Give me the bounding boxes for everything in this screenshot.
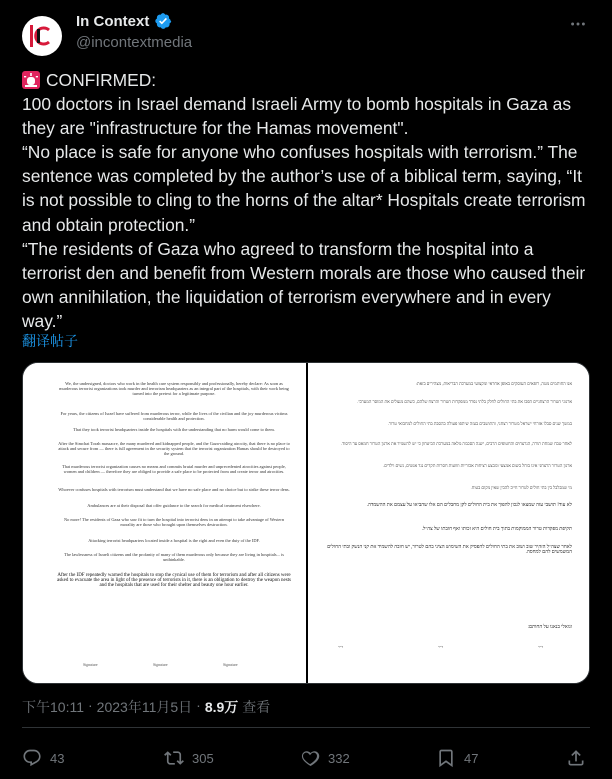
signature: ד״ר: [438, 645, 444, 649]
signature: Signature: [223, 663, 238, 667]
letter-paragraph: Whoever confuses hospitals with terrorism must understand that we have no safe place and no choice but to strike these terror dens.: [58, 487, 290, 492]
share-button[interactable]: [566, 748, 586, 768]
like-count: 332: [328, 750, 350, 766]
letter-paragraph: That murderous terrorist organization causes no means and commits brutal murder and unprecedented atrocities against people, women and children — therefore they are obliged to provide a safe place to be protected from and create terror and atrocities.: [62, 464, 286, 475]
letter-paragraph: ארגון הטרור הרצחני אינו בוחל בשום אמצעי ומבצע רציחות אכזריות וזוועות חסרות תקדים נגד אנשים, נשים וילדים.: [382, 463, 572, 468]
reply-icon: [22, 748, 42, 768]
author-display-name[interactable]: In Context: [76, 12, 150, 30]
tweet-meta: [22, 697, 270, 717]
meta-separator: ·: [196, 697, 201, 713]
share-icon: [566, 748, 586, 768]
letter-paragraph: אנו החותמים מטה, רופאים העוסקים באופן אחראי ומקצועי במערכת הבריאות, מצהירים בזאת:: [415, 381, 572, 386]
tweet-line-headline: 100 doctors in Israel demand Israeli Army to bomb hospitals in Gaza as they are "infrastructure for the Hamas movement".: [22, 94, 576, 139]
letter-paragraph: After the Simchat Torah massacre, the many murdered and kidnapped people, and the Gaza-raiding atrocity, that there is no place to attack and secure from — there is full agreement in the security system that the terrorist organization Hamas should be destroyed to the ground.: [58, 441, 290, 457]
signature: Signature: [153, 663, 168, 667]
tweet-header: [22, 12, 592, 56]
letter-paragraph: No more! The residents of Gaza who saw fit to turn the hospital into terrorist dens in an attempt to take advantage of Western morality are those who brought upon themselves destruction.: [63, 517, 285, 528]
letter-paragraph: The lawlessness of Israeli citizens and the profanity of many of them murderous only because they are living in hospitals... is unthinkable.: [64, 552, 284, 563]
like-button[interactable]: [300, 748, 350, 768]
letter-paragraph: Attacking terrorist headquarters located inside a hospital is the right and even the duty of the IDF.: [88, 538, 260, 543]
in-context-logo-icon: [28, 22, 56, 50]
signature: ד״ר: [538, 645, 544, 649]
tweet-line-confirmed: CONFIRMED:: [46, 70, 157, 90]
repost-icon: [164, 748, 184, 768]
bookmark-button[interactable]: [436, 748, 478, 768]
author-handle[interactable]: @incontextmedia: [76, 34, 193, 51]
attached-image[interactable]: [22, 362, 590, 684]
letter-paragraph: For years, the citizens of Israel have suffered from murderous terror, while the lives of the civilian and the joy murderous victims considerable health and protection.: [60, 411, 288, 422]
action-bar: [22, 748, 590, 770]
tweet-line-quote-1: “No place is safe for anyone who confuses hospitals with terrorism.” The sentence was completed by the author’s use of a biblical term, saying, “It is not possible to cling to the horns of the altar* Hospitals create terrorism and obtain protection.”: [22, 142, 591, 235]
letter-paragraph-emphasis: After the IDF repeatedly warned the hospitals to stop the cynical use of them for terrorism and after all citizens were asked to evacuate the area in light of the presence of terrorists in it, there is an obligation to destroy the weapon nests and the hospitals that are used for their shelter and beauty one hour earlier.: [57, 573, 291, 589]
letter-paragraph: ארגוני הטרור הרצחניים הפכו את בתי החולים לחלק בלתי נפרד ממפקדות הטרור והרצח שלהם, כשהם מנצלים את המוסר המערבי.: [357, 399, 572, 404]
english-letter-page: [23, 363, 306, 683]
signature: Signature: [83, 663, 98, 667]
verified-badge-icon: [154, 12, 172, 30]
letter-paragraph-emphasis: לא עוד! תושבי עזה שמצאו לנכון להפוך את בית החולים לקן מחבלים הם אלו שהביאו על עצמם את ההשמדה.: [366, 503, 572, 508]
heart-icon: [300, 748, 320, 768]
bookmark-icon: [436, 748, 456, 768]
letter-paragraph: לאחר טבח שמחת תורה, הנרצחים והחטופים הרבים, ישנה הסכמה מלאה במערכת הביטחון כי יש להשמיד את ארגון הטרור חמאס עד היסוד.: [341, 441, 572, 446]
letter-paragraph: Ambulances are at their disposal that offer guidance to the search for medical treatment elsewhere.: [87, 503, 261, 508]
tweet-line-quote-2: “The residents of Gaza who agreed to transform the hospital into a terrorist den and benefit from Western morals are those who caused their own annihilation, the liquidation of terrorism everywhere and in every way.”: [22, 238, 591, 331]
letter-paragraph: מי שמבלבל בין בתי חולים לטרור חייב להבין שאין מקום בטוח.: [470, 485, 572, 490]
letter-paragraph: That they took terrorist headquarters inside the hospitals with the understanding that no harm would come to them.: [73, 427, 275, 432]
more-options-icon[interactable]: [568, 14, 588, 34]
reply-count: 43: [50, 750, 65, 766]
letter-paragraph-emphasis: תקיפת מפקדות טרור הממוקמות בתוך בית חולים היא זכותו ואף חובתו של צה״ל.: [421, 527, 572, 532]
post-time[interactable]: 下午10:11: [22, 699, 84, 715]
letter-footer: וגואלי בנאנו על החותם:: [527, 625, 572, 630]
siren-icon: [22, 71, 40, 89]
signature: ד״ר: [338, 645, 344, 649]
tweet-text: [22, 68, 590, 333]
letter-paragraph: במשך שנים סבלו אזרחי ישראל מטרור רצחני, והתושבים בעזה שיתפו פעולה בהסבת בתי החולים למחבואי טרור.: [387, 421, 572, 426]
avatar[interactable]: [22, 16, 62, 56]
meta-separator: ·: [88, 697, 93, 713]
reply-button[interactable]: [22, 748, 64, 768]
letter-paragraph: We, the undersigned, doctors who work in the health care system responsibly and professionally, hereby declare: As soon as murderous terrorist organizations took murder and terrorism headquarters as an integral part of the hospitals, with their work being turned into the pretext for a legitimate purpose.: [59, 381, 289, 397]
post-date[interactable]: 2023年11月5日: [96, 699, 193, 715]
translate-post-link[interactable]: 翻译帖子: [22, 333, 78, 349]
divider: [22, 727, 590, 728]
letter-paragraph-emphasis: לאחר שצה״ל הזהיר שוב ושוב את בתי החולים להפסיק את השימוש הציני בהם לטרור, יש חובה להשמיד את קני הנשק ובתי החולים המשמשים להם למחסה.: [327, 545, 572, 556]
view-count: 8.9万: [204, 699, 239, 715]
bookmark-count: 47: [464, 750, 479, 766]
hebrew-letter-page: [308, 363, 590, 683]
repost-count: 305: [192, 750, 214, 766]
view-label: 查看: [242, 699, 271, 715]
repost-button[interactable]: [164, 748, 214, 768]
